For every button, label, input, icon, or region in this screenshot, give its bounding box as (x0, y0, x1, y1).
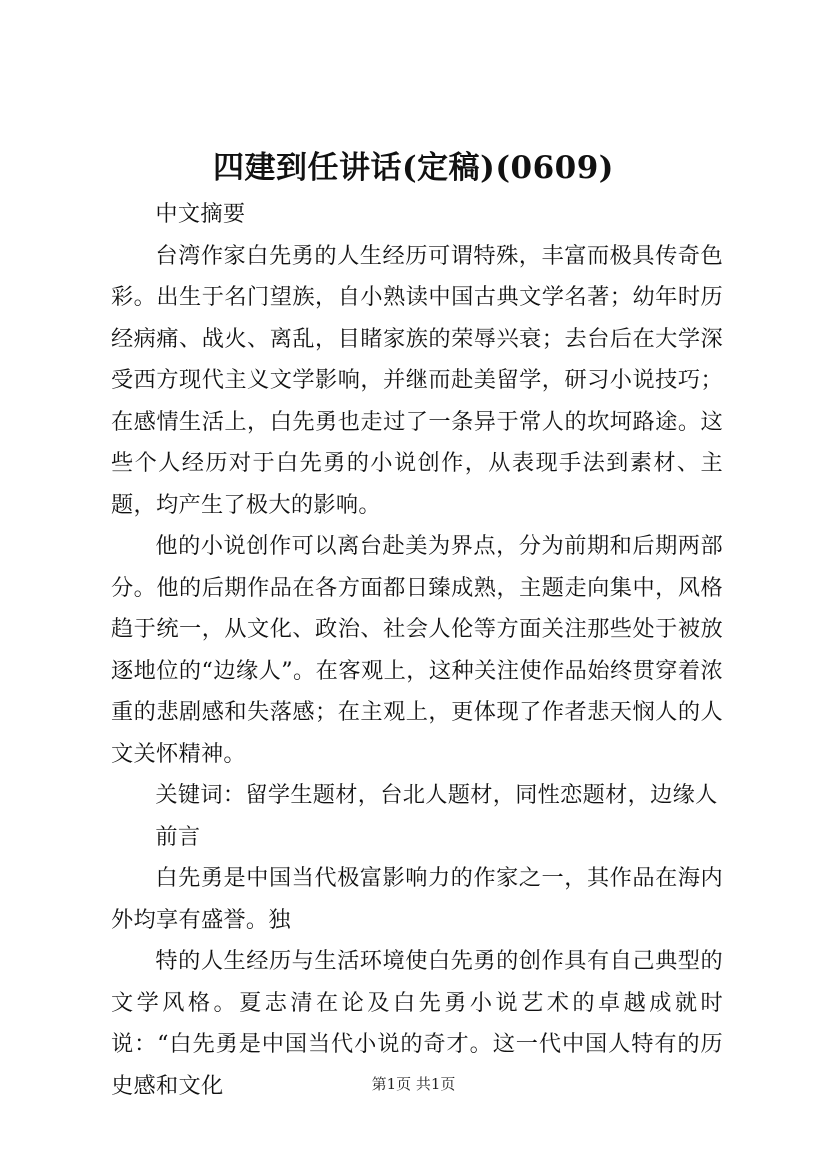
paragraph-abstract-1: 台湾作家白先勇的人生经历可谓特殊，丰富而极具传奇色彩。出生于名门望族，自小熟读中国古典文学名著；幼年时历经病痛、战火、离乱，目睹家族的荣辱兴衰；去台后在大学深受西方现代主义文学影响，并继而赴美留学，研习小说技巧；在感情生活上，白先勇也走过了一条异于常人的坎坷路途。这些个人经历对于白先勇的小说创作，从表现手法到素材、主题，均产生了极大的影响。 (111, 242, 723, 518)
paragraph-preface-heading: 前言 (155, 823, 201, 850)
paragraph-keywords: 关键词：留学生题材，台北人题材，同性恋题材，边缘人 (155, 782, 718, 808)
page-number-footer: 第1页 共1页 (371, 1075, 456, 1093)
document-title: 四建到任讲话(定稿)(0609) (213, 150, 614, 186)
paragraph-abstract-heading: 中文摘要 (155, 201, 246, 227)
paragraph-abstract-2: 他的小说创作可以离台赴美为界点，分为前期和后期两部分。他的后期作品在各方面都日臻成熟，主题走向集中，风格趋于统一，从文化、政治、社会人伦等方面关注那些处于被放逐地位的“边缘人”。在客观上，这种关注使作品始终贯穿着浓重的悲剧感和失落感；在主观上，更体现了作者悲天悯人的人文关怀精神。 (111, 533, 723, 767)
paragraph-preface-2: 特的人生经历与生活环境使白先勇的创作具有自己典型的文学风格。夏志清在论及白先勇小说艺术的卓越成就时说：“白先勇是中国当代小说的奇才。这一代中国人特有的历史感和文化 (111, 948, 723, 1099)
document-body (111, 194, 723, 1107)
paragraph-preface-1: 白先勇是中国当代极富影响力的作家之一，其作品在海内外均享有盛誉。独 (111, 865, 723, 933)
